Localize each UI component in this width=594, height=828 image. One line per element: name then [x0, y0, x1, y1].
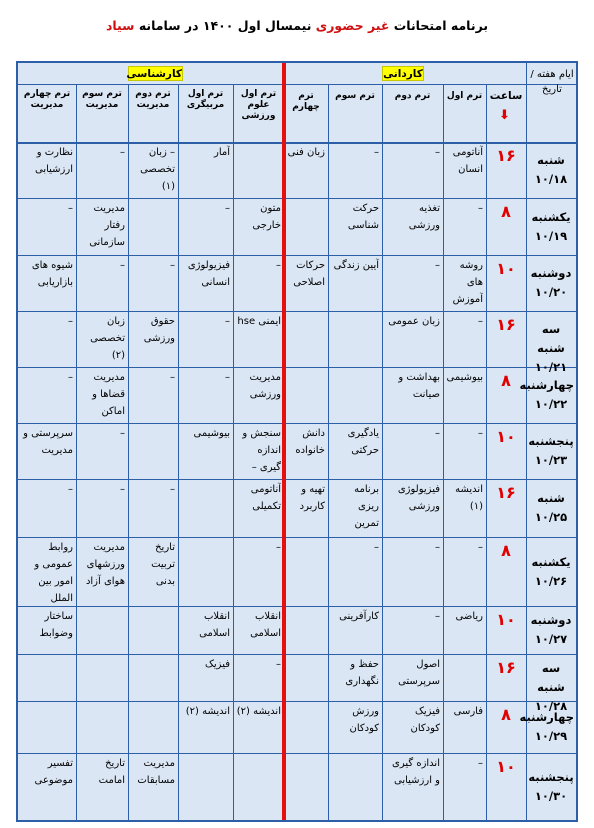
exam-course-cell: برنامه ریزی تمرین — [354, 484, 379, 529]
exam-course-cell — [331, 369, 379, 422]
exam-course-cell: بیوشیمی — [446, 372, 483, 383]
exam-course-cell: – — [120, 260, 125, 271]
row-divider — [18, 753, 576, 754]
exam-hour-cell: ۱۶ — [496, 658, 516, 677]
exam-course-cell: آناتومی انسان — [452, 147, 483, 175]
exam-course-cell: – — [374, 542, 379, 553]
title-part-3: نیمسال اول ۱۴۰۰ در سامانه — [138, 18, 312, 33]
exam-course-cell: ریاضی — [455, 611, 483, 622]
exam-course-cell: زبان عمومی — [388, 316, 440, 327]
column-divider — [128, 84, 129, 820]
exam-course-cell: تغذیه ورزشی — [408, 203, 440, 231]
exam-course-cell: – — [478, 316, 483, 327]
exam-course-cell: – — [435, 611, 440, 622]
row-divider — [18, 423, 576, 424]
exam-course-cell: – — [478, 758, 483, 769]
exam-course-cell — [287, 703, 325, 752]
day-date-cell: سه شنبه ۱۰/۲۱ — [534, 322, 568, 374]
exam-hour-cell: ۱۰ — [496, 427, 516, 446]
exam-course-cell: زبان فنی — [287, 147, 325, 158]
karshenasi-term-header: ترم اول مربیگری — [186, 89, 225, 110]
exam-hour-cell: ۸ — [501, 371, 511, 390]
exam-course-cell: مدیریت قضاها و اماکن — [92, 372, 125, 417]
title-part-1: برنامه امتحانات — [393, 18, 489, 33]
exam-course-cell: – — [225, 203, 230, 214]
exam-course-cell: آیین زندگی — [333, 260, 379, 271]
exam-course-cell: بهداشت و صیانت — [398, 372, 440, 400]
exam-course-cell: مدیریت ورزشهای هوای آزاد — [85, 542, 125, 587]
row-divider — [18, 606, 576, 607]
page-title — [0, 18, 594, 33]
exam-course-cell: اندیشه (۱) — [455, 484, 483, 512]
exam-course-cell: سرپرستی و مدیریت — [23, 428, 73, 456]
exam-course-cell: فیزیولوژی انسانی — [187, 260, 230, 288]
exam-course-cell: – — [435, 428, 440, 439]
exam-course-cell: مدیریت رفتار سازمانی — [89, 203, 125, 248]
exam-course-cell: – — [225, 316, 230, 327]
kardani-badge: کاردانی — [383, 68, 423, 80]
exam-hour-cell: ۱۰ — [496, 610, 516, 629]
exam-course-cell: – — [68, 484, 73, 495]
karshenasi-term-header: ترم سوم مدیریت — [82, 89, 122, 110]
exam-course-cell: متون خارجی — [252, 203, 281, 231]
kardani-term-header: ترم دوم — [394, 91, 431, 101]
exam-course-cell — [331, 313, 379, 366]
exam-course-cell: – — [120, 428, 125, 439]
exam-course-cell: فیزیولوژی ورزشی — [397, 484, 440, 512]
exam-course-cell: اندیشه (۲) — [185, 706, 230, 717]
row-divider — [18, 654, 576, 655]
kardani-term-header: ترم اول — [446, 91, 483, 101]
day-date-cell: چهارشنبه ۱۰/۲۲ — [519, 378, 574, 411]
exam-course-cell: – — [276, 659, 281, 670]
exam-course-cell: – — [170, 372, 175, 383]
column-divider — [328, 84, 329, 820]
exam-course-cell — [287, 656, 325, 700]
column-divider — [382, 84, 383, 820]
day-date-cell: چهارشنبه ۱۰/۲۹ — [519, 710, 574, 743]
exam-course-cell: مدیریت ورزشی — [249, 372, 281, 400]
day-date-cell: سه شنبه ۱۰/۲۸ — [534, 660, 568, 713]
exam-course-cell: – — [68, 372, 73, 383]
exam-course-cell — [79, 703, 125, 752]
exam-course-cell: فیزیک — [204, 659, 230, 670]
karshenasi-term-header: ترم چهارم مدیریت — [23, 89, 71, 110]
column-divider — [76, 84, 77, 820]
exam-course-cell: – — [225, 372, 230, 383]
exam-course-cell: – — [374, 147, 379, 158]
exam-hour-cell: ۱۶ — [496, 315, 516, 334]
column-divider — [178, 84, 179, 820]
exam-course-cell: – — [478, 203, 483, 214]
column-divider — [443, 84, 444, 820]
exam-course-cell: انقلاب اسلامی — [199, 611, 230, 639]
day-date-cell: پنجشنبه ۱۰/۲۳ — [528, 434, 574, 467]
exam-course-cell: انقلاب اسلامی — [250, 611, 281, 639]
exam-course-cell: یادگیری حرکتی — [347, 428, 379, 456]
day-column-header: ایام هفته / تاریخ — [530, 69, 574, 95]
title-part-4: سیاد — [105, 18, 135, 33]
exam-hour-cell: ۸ — [501, 202, 511, 221]
exam-course-cell: – — [170, 484, 175, 495]
exam-course-cell: فارسی — [453, 706, 483, 717]
exam-course-cell — [331, 755, 379, 819]
exam-course-cell — [181, 755, 230, 819]
exam-course-cell: تاریخ امامت — [98, 758, 125, 786]
exam-course-cell — [131, 703, 175, 752]
down-arrow-icon: ⬇ — [499, 108, 510, 123]
exam-course-cell: اندیشه (۲) — [236, 706, 281, 717]
exam-course-cell: تفسیر موضوعی — [34, 758, 73, 786]
day-date-cell: شنبه ۱۰/۱۸ — [534, 153, 568, 186]
exam-course-cell: – — [435, 542, 440, 553]
row-divider — [18, 479, 576, 480]
karshenasi-term-header: ترم اول علوم ورزشی — [240, 89, 277, 121]
exam-course-cell: – — [276, 542, 281, 553]
exam-hour-cell: ۱۰ — [496, 259, 516, 278]
row-divider — [18, 367, 576, 368]
exam-hour-cell: ۱۶ — [496, 483, 516, 502]
exam-course-cell: حفظ و نگهداری — [345, 659, 379, 687]
kardani-term-header: ترم چهارم — [292, 91, 320, 112]
exam-course-cell: – — [170, 260, 175, 271]
exam-course-cell — [287, 369, 325, 422]
exam-course-cell: تهیه و کاربرد — [299, 484, 325, 512]
exam-course-cell: – — [478, 542, 483, 553]
exam-course-cell — [131, 200, 175, 254]
column-divider — [526, 63, 527, 820]
day-date-cell: یکشنبه ۱۰/۲۶ — [531, 554, 571, 588]
exam-course-cell — [181, 539, 230, 605]
day-date-cell: پنجشنبه ۱۰/۳۰ — [528, 769, 574, 803]
exam-course-cell: سنجش و اندازه گیری – — [242, 428, 281, 473]
exam-course-cell: روابط عمومی و امور بین الملل — [34, 542, 73, 604]
exam-course-cell — [236, 755, 281, 819]
exam-course-cell — [79, 608, 125, 653]
karshenasi-term-header: ترم دوم مدیریت — [135, 89, 171, 110]
row-divider — [18, 255, 576, 256]
exam-course-cell — [287, 313, 325, 366]
row-divider — [18, 537, 576, 538]
header-divider — [18, 84, 526, 85]
exam-course-cell: آمار — [213, 147, 230, 158]
exam-course-cell: اصول سرپرستی — [398, 659, 440, 687]
section-divider — [282, 63, 286, 820]
exam-course-cell: – زبان تخصصی (۱) — [140, 147, 175, 192]
row-divider — [18, 311, 576, 312]
exam-hour-cell: ۱۶ — [496, 146, 516, 165]
exam-course-cell: مدیریت مسابقات — [137, 758, 175, 786]
column-divider — [233, 84, 234, 820]
exam-course-cell — [131, 608, 175, 653]
exam-course-cell — [446, 656, 483, 700]
day-date-cell: یکشنبه ۱۰/۱۹ — [531, 209, 571, 243]
exam-course-cell — [287, 200, 325, 254]
exam-course-cell: روشه های آموزش — [452, 260, 483, 305]
exam-course-cell: – — [120, 484, 125, 495]
exam-course-cell — [181, 481, 230, 536]
day-date-cell: دوشنبه ۱۰/۲۰ — [530, 266, 572, 299]
exam-course-cell — [236, 144, 281, 197]
exam-course-cell — [21, 656, 73, 700]
exam-course-cell: زبان تخصصی (۲) — [90, 316, 125, 361]
exam-course-cell — [287, 755, 325, 819]
exam-hour-cell: ۸ — [501, 705, 511, 724]
row-divider — [18, 701, 576, 702]
exam-course-cell: – — [276, 260, 281, 271]
exam-hour-cell: ۸ — [501, 541, 511, 560]
schedule-table — [16, 61, 578, 822]
exam-course-cell: حرکت شناسی — [347, 203, 379, 231]
exam-course-cell: تاریخ تربیت بدنی — [151, 542, 175, 587]
kardani-term-header: ترم سوم — [335, 91, 375, 101]
exam-course-cell — [21, 703, 73, 752]
exam-course-cell: فیزیک کودکان — [410, 706, 440, 734]
exam-course-cell — [131, 425, 175, 478]
title-part-2: غیر حضوری — [315, 18, 390, 33]
exam-course-cell: – — [478, 428, 483, 439]
exam-course-cell: حقوق ورزشی — [143, 316, 175, 344]
karshenasi-badge: کارشناسی — [126, 68, 182, 80]
exam-course-cell: – — [68, 203, 73, 214]
exam-course-cell: – — [435, 260, 440, 271]
exam-course-cell: نظارت و ارزشیابی — [35, 147, 73, 175]
exam-course-cell — [131, 656, 175, 700]
exam-course-cell: حرکات اصلاحی — [293, 260, 325, 288]
exam-course-cell: ورزش کودکان — [349, 706, 379, 734]
exam-course-cell: – — [68, 316, 73, 327]
exam-course-cell — [79, 656, 125, 700]
exam-hour-cell: ۱۰ — [496, 757, 516, 776]
exam-course-cell: کارآفرینی — [339, 611, 379, 622]
row-divider — [18, 198, 576, 199]
exam-course-cell: بیوشیمی — [193, 428, 230, 439]
day-date-cell: شنبه ۱۰/۲۵ — [534, 491, 568, 524]
exam-course-cell: آناتومی تکمیلی — [250, 484, 281, 512]
exam-course-cell: – — [120, 147, 125, 158]
exam-course-cell — [287, 608, 325, 653]
exam-course-cell — [287, 539, 325, 605]
exam-course-cell: ساختار وضوابط — [39, 611, 73, 639]
exam-course-cell: دانش خانواده — [295, 428, 325, 456]
exam-course-cell: ایمنی hse — [237, 316, 281, 327]
exam-course-cell: شیوه های بازاریابی — [31, 260, 73, 288]
exam-course-cell: اندازه گیری و ارزشیابی — [392, 758, 440, 786]
hour-column-header: ساعت — [489, 90, 523, 102]
exam-course-cell: – — [435, 147, 440, 158]
day-date-cell: دوشنبه ۱۰/۲۷ — [530, 613, 572, 646]
